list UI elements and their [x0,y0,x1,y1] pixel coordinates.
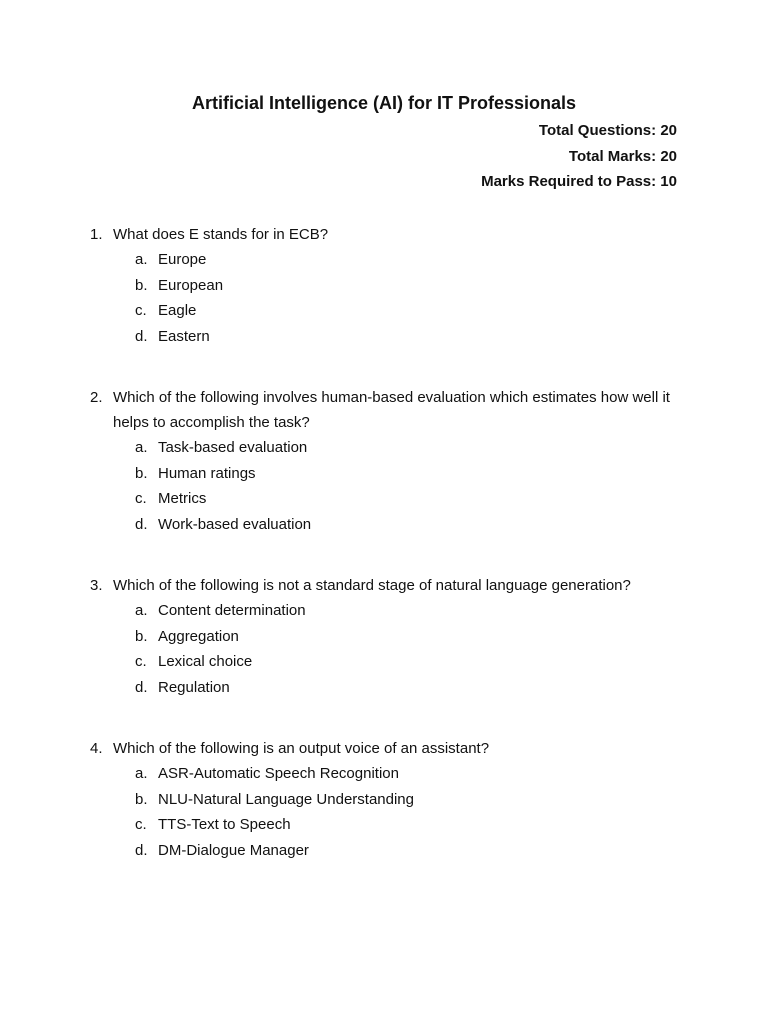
option-c: c. Eagle [135,302,197,319]
option-d: d. Work-based evaluation [135,515,312,533]
option-c: c. TTS-Text to Speech [135,816,291,833]
question-text: What does E stands for in ECB? [113,226,329,243]
option-a: a. ASR-Automatic Speech Recognition [135,765,399,782]
question-2 [90,385,690,537]
option-b: b. Aggregation [135,627,239,645]
question-text: Which of the following involves human-based evaluation which estimates how well it helps to accomplish the task? [113,389,670,431]
pass-marks: Marks Required to Pass: 10 [481,173,677,190]
question-4 [90,736,690,863]
option-d: d. Eastern [135,327,210,345]
question-1 [90,222,690,349]
option-b: b. European [135,276,224,294]
option-d: d. Regulation [135,678,230,696]
option-c: c. Lexical choice [135,653,253,670]
document-title: Artificial Intelligence (AI) for IT Professionals [191,93,577,113]
option-b: b. NLU-Natural Language Understanding [135,790,414,808]
question-number: 2. [90,389,103,406]
question-number: 4. [90,740,103,757]
total-questions: Total Questions: 20 [538,122,677,139]
question-text: Which of the following is not a standard stage of natural language generation? [113,577,631,594]
option-a: a. Europe [135,251,207,268]
option-c: c. Metrics [135,490,207,507]
option-a: a. Content determination [135,602,306,619]
option-b: b. Human ratings [135,464,256,482]
option-a: a. Task-based evaluation [135,439,308,456]
question-number: 1. [90,226,103,243]
question-3 [90,573,690,700]
question-number: 3. [90,577,103,594]
question-text: Which of the following is an output voice of an assistant? [113,740,490,757]
total-marks: Total Marks: 20 [568,148,677,165]
option-d: d. DM-Dialogue Manager [135,841,309,859]
